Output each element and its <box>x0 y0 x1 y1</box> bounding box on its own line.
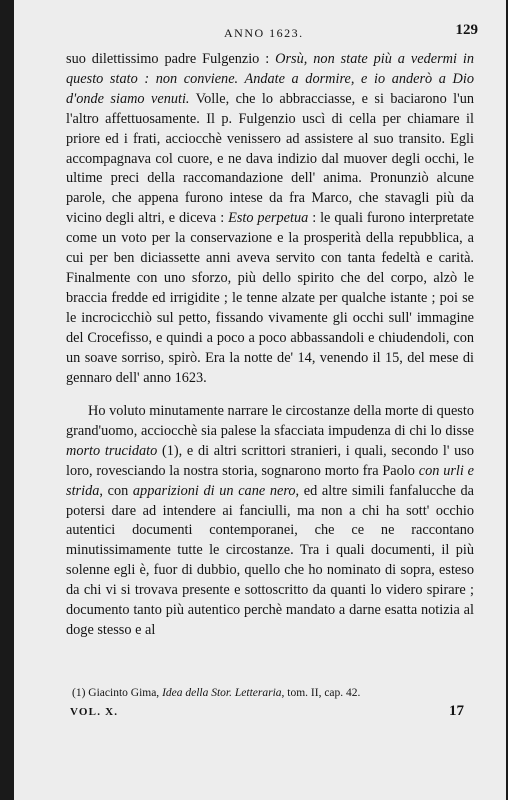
running-head <box>14 22 506 46</box>
running-title: ANNO 1623. <box>224 26 304 40</box>
page-footer <box>70 704 482 722</box>
book-page <box>14 0 506 800</box>
volume-label: VOL. X. <box>70 706 119 718</box>
italic-run: apparizioni di un cane nero <box>132 482 296 499</box>
body-paragraph-2 <box>66 402 474 641</box>
italic-run: Idea della Stor. Letteraria <box>162 687 282 699</box>
page-number: 129 <box>455 22 478 38</box>
italic-run: Orsù, non state più a vedermi in questo stato : non conviene. Andate a dormire, e io anderò a Dio d'onde siamo venuti. <box>66 51 474 107</box>
body-paragraph-1 <box>66 50 474 388</box>
paragraph-text: suo dilettissimo padre Fulgenzio : Orsù, non state più a vedermi in questo stato : non conviene. Andate a dormire, e io anderò a Dio d'onde siamo venuti. Volle, che lo abbracciasse, e si baciarono l'un l'altro affettuosamente. Il p. Fulgenzio uscì di cella per chiamare il priore ed i frati, acciocchè venissero ad assistere al suo transito. Egli accompagnava col cuore, e ne dava indizio dal muover degli occhi, le ultime preci della raccomandazione dell' anima. Pronunziò alcune parole, che appena furono intese da fra Marco, che stavagli più da vicino degli altri, e diceva : Esto perpetua : le quali furono interpretate come un voto per la conservazione e la prosperità della repubblica, a cui per ben diciassette anni aveva servito con tanta fedeltà e carità. Finalmente con uno sforzo, più dello spirito che del corpo, alzò le braccia fredde ed irrigidite ; le tenne alzate per qualche istante ; poi se le incrocicchiò sul petto, fissando vivamente gli occhi sull' immagine del Crocefisso, e quindi a poco a poco abbassandoli e chiudendoli, con un soave sorriso, spirò. Era la notte de' 14, venendo il 15, del mese di gennaro dell' anno 1623. <box>66 51 475 386</box>
footnote: (1) Giacinto Gima, Idea della Stor. Letteraria, tom. II, cap. 42. <box>72 687 361 699</box>
signature-mark: 17 <box>449 703 464 719</box>
italic-run: morto trucidato <box>66 442 158 459</box>
paragraph-text: Ho voluto minutamente narrare le circostanze della morte di questo grand'uomo, acciocchè sia palese la sfacciata impudenza di chi lo disse morto trucidato (1), e di altri scrittori stranieri, i quali, secondo l' uso loro, rovesciando la nostra storia, sognarono morto fra Paolo con urli e strida, con apparizioni di un cane nero, ed altre simili fanfalucche da potersi dare ad intendere ai fanciulli, ma non a chi ha sott' occhio autentici documenti contemporanei, che ce ne raccontano minutissimamente tutte le circostanze. Tra i quali documenti, il più solenne egli è, fuor di dubbio, quello che ho nominato di sopra, esteso da chi vi si trovava presente e sottoscritto da quanti lo videro spirare ; documento tanto più autentico perchè mandato a darne esatta notizia al doge stesso e al <box>66 403 475 638</box>
italic-run: Esto perpetua <box>228 210 309 227</box>
italic-run: con urli e strida <box>66 462 475 499</box>
